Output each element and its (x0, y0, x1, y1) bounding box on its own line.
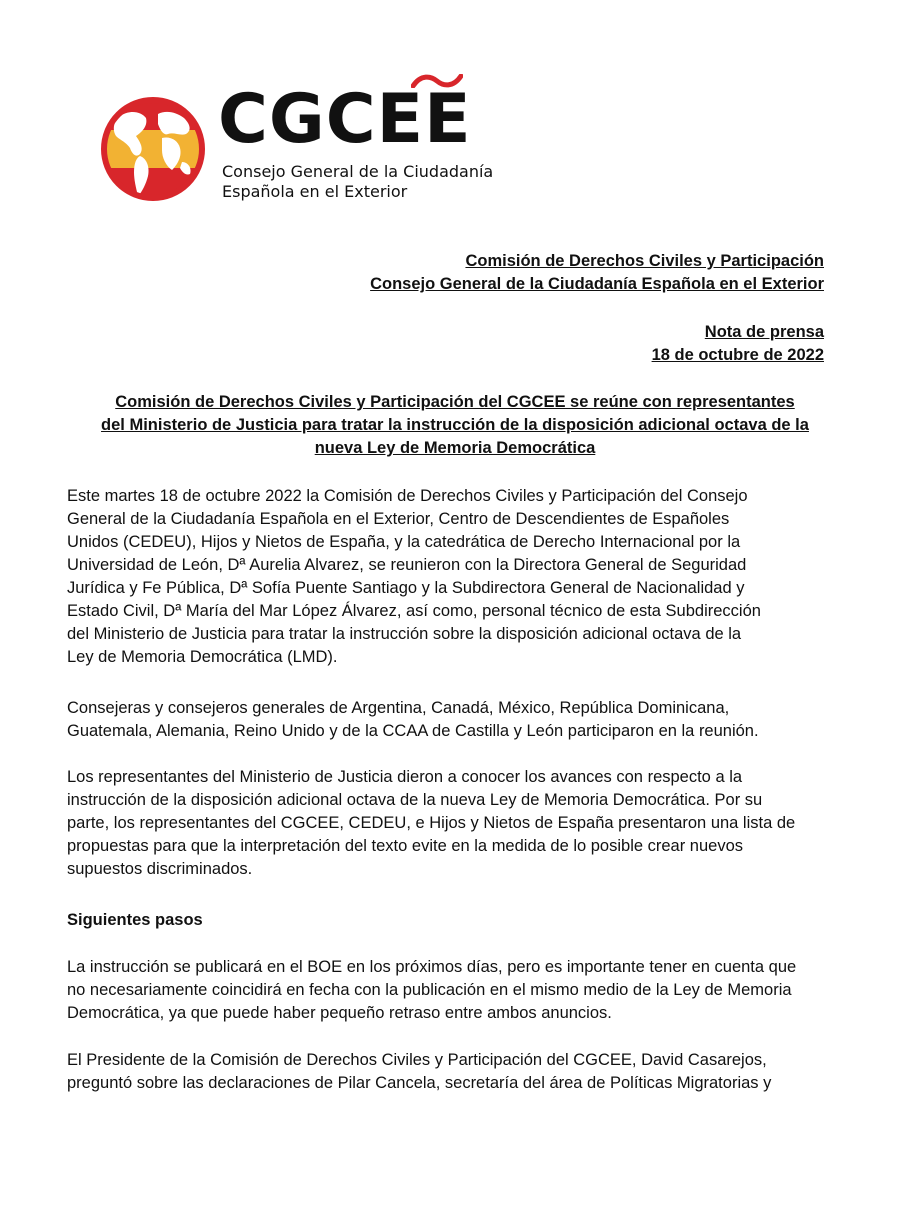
logo-subtitle (222, 162, 493, 202)
text-line: supuestos discriminados. (67, 860, 253, 878)
text-line: del Ministerio de Justicia para tratar la instrucción sobre la disposición adicional octava de la (67, 625, 742, 643)
text-line: General de la Ciudadanía Española en el Exterior, Centro de Descendientes de Españoles (67, 510, 730, 528)
text-line: parte, los representantes del CGCEE, CEDEU, e Hijos y Nietos de España presentaron una lista de (67, 814, 796, 832)
logo-subtitle-line2: Española en el Exterior (222, 182, 408, 201)
text-line: Este martes 18 de octubre 2022 la Comisión de Derechos Civiles y Participación del Consejo (67, 487, 748, 505)
text-line: instrucción de la disposición adicional octava de la nueva Ley de Memoria Democrática. Por su (67, 791, 763, 809)
headline-line: nueva Ley de Memoria Democrática (314, 439, 596, 457)
logo-wordmark: CGCEE (218, 80, 472, 159)
section-heading: Siguientes pasos (67, 911, 203, 929)
text-line: Universidad de León, Dª Aurelia Alvarez, se reunieron con la Directora General de Seguridad (67, 556, 747, 574)
commission-name: Comisión de Derechos Civiles y Participación (465, 252, 824, 270)
press-note-block (652, 321, 824, 367)
paragraph-3 (67, 766, 837, 881)
text-line: propuestas para que la interpretación del texto evite en la medida de lo posible crear nuevos (67, 837, 744, 855)
text-line: Estado Civil, Dª María del Mar López Álvarez, así como, personal técnico de esta Subdirección (67, 602, 761, 620)
paragraph-4 (67, 956, 837, 1025)
document-type: Nota de prensa (704, 323, 824, 341)
paragraph-1 (67, 485, 837, 669)
issuer-block (370, 250, 824, 296)
paragraph-5 (67, 1049, 837, 1095)
text-line: Unidos (CEDEU), Hijos y Nietos de España, y la catedrática de Derecho Internacional por la (67, 533, 741, 551)
text-line: no necesariamente coincidirá en fecha con la publicación en el mismo medio de la Ley de Memoria (67, 981, 792, 999)
text-line: Guatemala, Alemania, Reino Unido y de la CCAA de Castilla y León participaron en la reunión. (67, 722, 759, 740)
headline (66, 391, 844, 460)
globe-logo-icon (100, 96, 206, 202)
cgcee-logo (100, 72, 500, 212)
text-line: El Presidente de la Comisión de Derechos Civiles y Participación del CGCEE, David Casarejos, (67, 1051, 767, 1069)
text-line: Jurídica y Fe Pública, Dª Sofía Puente Santiago y la Subdirectora General de Nacionalidad y (67, 579, 745, 597)
paragraph-2 (67, 697, 837, 743)
text-line: Ley de Memoria Democrática (LMD). (67, 648, 338, 666)
text-line: preguntó sobre las declaraciones de Pilar Cancela, secretaría del área de Políticas Migratorias y (67, 1074, 772, 1092)
headline-line: Comisión de Derechos Civiles y Participación del CGCEE se reúne con representantes (115, 393, 795, 411)
text-line: Los representantes del Ministerio de Justicia dieron a conocer los avances con respecto a la (67, 768, 743, 786)
logo-subtitle-line1: Consejo General de la Ciudadanía (222, 162, 494, 181)
text-line: Consejeras y consejeros generales de Argentina, Canadá, México, República Dominicana, (67, 699, 730, 717)
document-date: 18 de octubre de 2022 (651, 346, 824, 364)
headline-line: del Ministerio de Justicia para tratar la instrucción de la disposición adicional octava de la (101, 416, 809, 434)
council-name: Consejo General de la Ciudadanía Española en el Exterior (370, 275, 824, 293)
text-line: Democrática, ya que puede haber pequeño retraso entre ambos anuncios. (67, 1004, 612, 1022)
text-line: La instrucción se publicará en el BOE en los próximos días, pero es importante tener en cuenta que (67, 958, 797, 976)
